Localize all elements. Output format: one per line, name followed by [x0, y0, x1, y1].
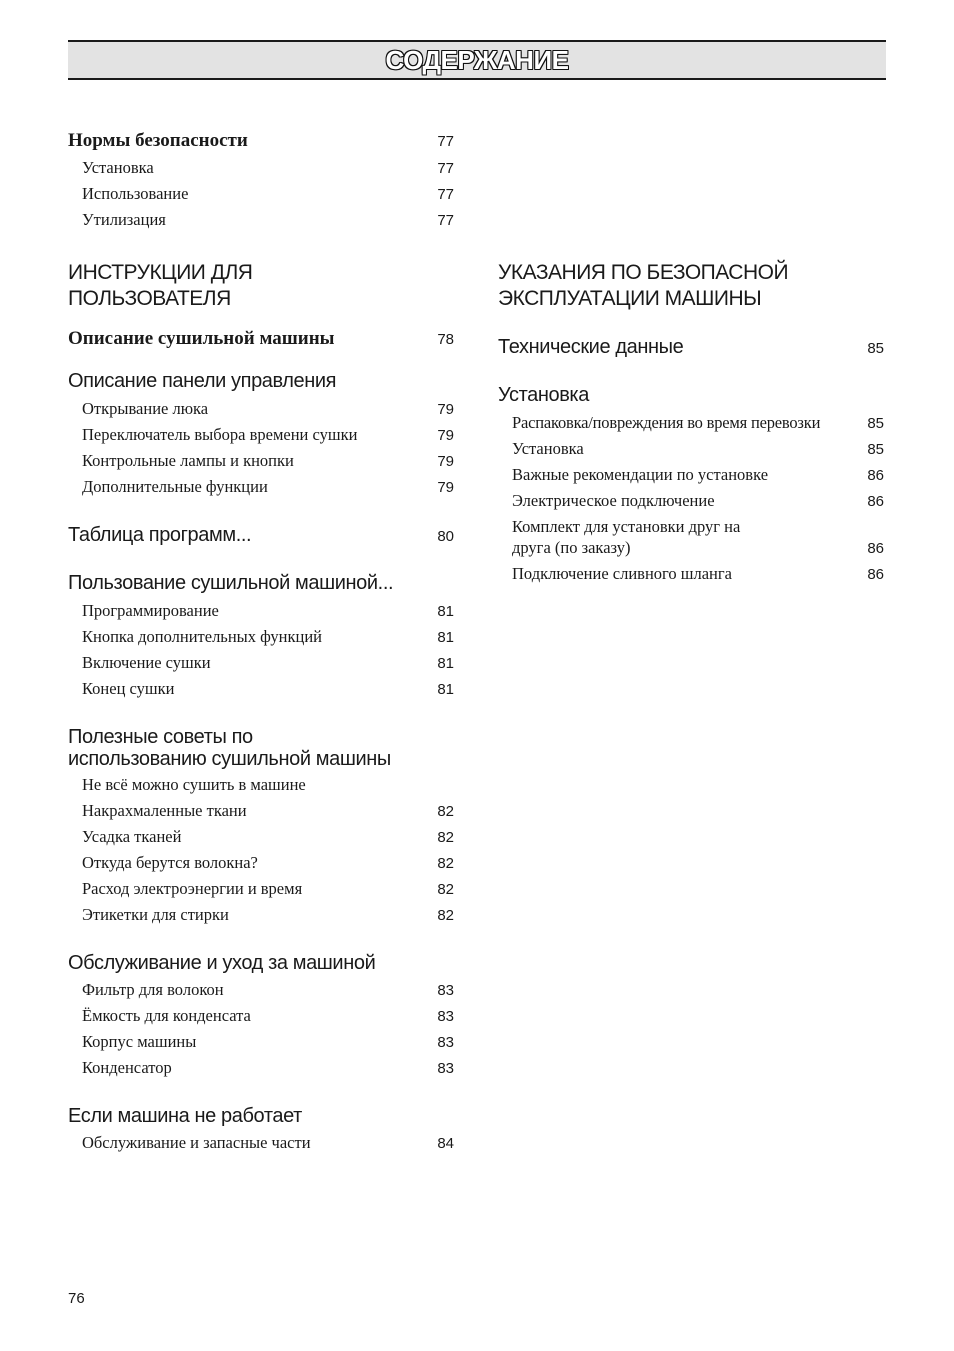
toc-heading-label: Установка [498, 384, 589, 406]
toc-page: 77 [437, 212, 454, 229]
right-column [498, 0, 884, 700]
toc-item-label: Обслуживание и запасные части [82, 1133, 311, 1152]
toc-page: 85 [867, 441, 884, 458]
toc-page: 85 [867, 340, 884, 357]
toc-page: 81 [437, 629, 454, 646]
toc-item[interactable] [68, 980, 454, 1000]
page-number: 76 [68, 1290, 85, 1307]
toc-item-label: Утилизация [82, 210, 166, 229]
toc-heading-label: Обслуживание и уход за машиной [68, 952, 376, 974]
toc-item[interactable] [498, 538, 884, 558]
toc-item-label: Фильтр для волокон [82, 980, 224, 999]
toc-page: 82 [437, 855, 454, 872]
toc-item-label: Дополнительные функции [82, 477, 268, 496]
toc-page: 86 [867, 566, 884, 583]
toc-heading[interactable] [68, 1105, 454, 1128]
toc-item[interactable] [498, 491, 884, 511]
toc-page: 80 [437, 528, 454, 545]
toc-page: 84 [437, 1135, 454, 1152]
toc-item-label: Накрахмаленные ткани [82, 801, 247, 820]
toc-item[interactable] [68, 1006, 454, 1026]
toc-heading[interactable] [68, 572, 454, 595]
toc-item-label: Этикетки для стирки [82, 905, 229, 924]
toc-page: 86 [867, 493, 884, 510]
section-heading-line: использованию сушильной машины [68, 748, 391, 770]
toc-item-label: Комплект для установки друг на [512, 517, 741, 536]
toc-page: 77 [437, 133, 454, 150]
toc-item-label: Откуда берутся волокна? [82, 853, 258, 872]
section-heading[interactable] [68, 726, 454, 770]
toc-page: 77 [437, 160, 454, 177]
toc-item[interactable] [68, 601, 454, 621]
toc-page: 85 [867, 415, 884, 432]
toc-item-label: Кнопка дополнительных функций [82, 627, 322, 646]
toc-item[interactable] [498, 564, 884, 584]
toc-item-label: Конец сушки [82, 679, 175, 698]
section-heading-line: Полезные советы по [68, 726, 253, 748]
toc-item-label: Подключение сливного шланга [512, 564, 732, 583]
toc-item[interactable] [68, 399, 454, 419]
toc-page: 82 [437, 803, 454, 820]
toc-heading-label: Таблица программ... [68, 524, 252, 546]
toc-page: 79 [437, 427, 454, 444]
toc-item[interactable] [68, 1058, 454, 1078]
toc-item[interactable] [68, 1032, 454, 1052]
toc-item[interactable] [68, 879, 454, 899]
toc-item[interactable] [68, 775, 454, 795]
toc-heading[interactable] [68, 952, 454, 975]
toc-item[interactable] [68, 905, 454, 925]
toc-heading-label: Пользование сушильной машиной... [68, 572, 394, 594]
toc-item-label: Конденсатор [82, 1058, 172, 1077]
toc-item-label: Установка [512, 439, 584, 458]
toc-page: 83 [437, 1060, 454, 1077]
toc-item-label: Программирование [82, 601, 219, 620]
toc-heading-label: Если машина не работает [68, 1105, 302, 1127]
toc-item[interactable] [68, 801, 454, 821]
toc-item-label: друга (по заказу) [512, 538, 631, 557]
toc-item-label: Электрическое подключение [512, 491, 715, 510]
toc-page: 81 [437, 681, 454, 698]
toc-page: 81 [437, 655, 454, 672]
toc-item[interactable] [498, 413, 884, 433]
toc-item[interactable] [68, 679, 454, 699]
toc-page: 86 [867, 467, 884, 484]
toc-item[interactable] [68, 627, 454, 647]
toc-item-label: Установка [82, 158, 154, 177]
toc-heading[interactable] [68, 524, 454, 547]
toc-page: 82 [437, 907, 454, 924]
toc-item-label: Использование [82, 184, 189, 203]
section-heading-line: ИНСТРУКЦИИ ДЛЯ [68, 261, 253, 284]
toc-item[interactable] [68, 827, 454, 847]
section-heading [68, 260, 454, 312]
section-heading-line: УКАЗАНИЯ ПО БЕЗОПАСНОЙ [498, 261, 789, 284]
toc-item[interactable] [68, 158, 454, 178]
toc-page: 79 [437, 479, 454, 496]
toc-item-label: Включение сушки [82, 653, 211, 672]
toc-page: 79 [437, 453, 454, 470]
toc-item-label: Важные рекомендации по установке [512, 465, 769, 484]
toc-item[interactable] [68, 477, 454, 497]
toc-item-label: Распаковка/повреждения во время перевозки [512, 413, 821, 432]
section-heading-line: ЭКСПЛУАТАЦИИ МАШИНЫ [498, 287, 762, 310]
toc-item[interactable] [498, 439, 884, 459]
toc-page: 82 [437, 881, 454, 898]
toc-item-label: Контрольные лампы и кнопки [82, 451, 294, 470]
section-heading-line: ПОЛЬЗОВАТЕЛЯ [68, 287, 231, 310]
toc-item[interactable] [68, 451, 454, 471]
section-heading [498, 260, 884, 312]
toc-item[interactable] [68, 425, 454, 445]
toc-page: 83 [437, 1034, 454, 1051]
toc-item[interactable] [68, 210, 454, 230]
toc-page: 83 [437, 982, 454, 999]
page-title: СОДЕРЖАНИЕ [385, 44, 569, 75]
toc-item[interactable] [68, 853, 454, 873]
toc-heading-label: Нормы безопасности [68, 130, 248, 151]
toc-heading-label: Технические данные [498, 336, 684, 358]
toc-item[interactable] [68, 653, 454, 673]
toc-item-label: Не всё можно сушить в машине [82, 775, 306, 794]
toc-item[interactable] [68, 184, 454, 204]
toc-page: 86 [867, 540, 884, 557]
toc-heading[interactable] [498, 384, 884, 407]
toc-item-label: Переключатель выбора времени сушки [82, 425, 358, 444]
toc-heading[interactable] [68, 370, 454, 393]
toc-page: 83 [437, 1008, 454, 1025]
toc-page: 79 [437, 401, 454, 418]
toc-item-label: Открывание люка [82, 399, 209, 418]
toc-item-label: Ёмкость для конденсата [82, 1006, 251, 1025]
toc-heading[interactable] [68, 328, 454, 350]
toc-page: 81 [437, 603, 454, 620]
toc-heading-label: Описание панели управления [68, 370, 337, 392]
toc-item-label: Расход электроэнергии и время [82, 879, 303, 898]
left-column [68, 0, 454, 1200]
toc-item[interactable] [68, 1133, 454, 1153]
toc-heading[interactable] [498, 336, 884, 359]
toc-heading-label: Описание сушильной машины [68, 328, 335, 349]
toc-page: 78 [437, 331, 454, 348]
toc-page: 77 [437, 186, 454, 203]
toc-page: 82 [437, 829, 454, 846]
toc-item[interactable] [498, 517, 884, 537]
toc-item-label: Усадка тканей [82, 827, 182, 846]
toc-item[interactable] [498, 465, 884, 485]
toc-heading[interactable] [68, 130, 454, 152]
toc-item-label: Корпус машины [82, 1032, 197, 1051]
